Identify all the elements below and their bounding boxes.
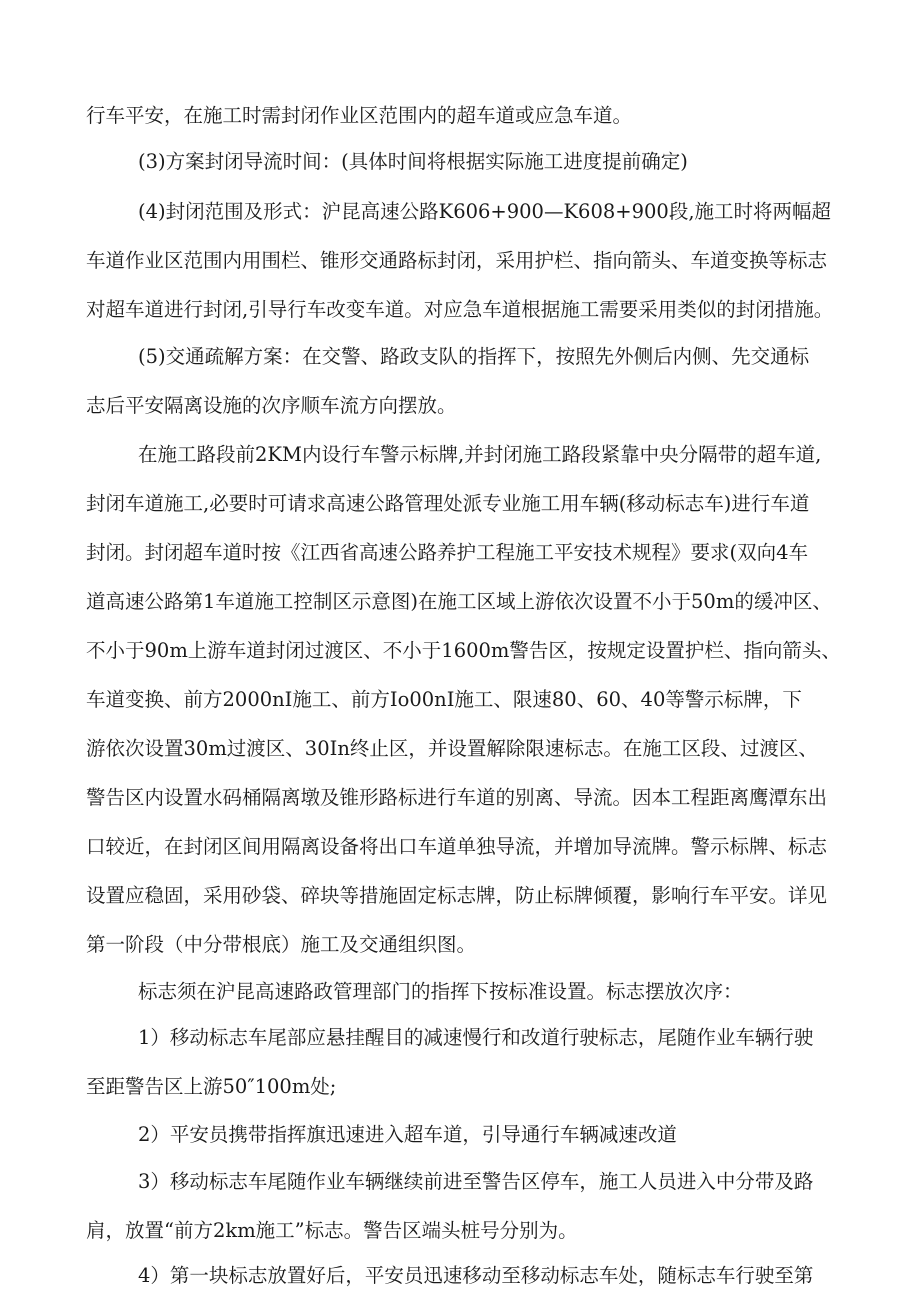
text-line: 警告区内设置水码桶隔离墩及锥形路标进行车道的别离、导流。因本工程距离鹰潭东出 bbox=[86, 786, 828, 809]
text-line: 车道变换、前方2000nI施工、前方Io00nI施工、限速80、60、40等警示标牌，下 bbox=[86, 688, 802, 711]
text-line: 至距警告区上游50″100m处; bbox=[86, 1075, 337, 1098]
text-line: 在施工路段前2KM内设行车警示标牌,并封闭施工路段紧靠中央分隔带的超车道, bbox=[138, 443, 822, 466]
paragraph-5 bbox=[86, 430, 842, 969]
text-line: (5)交通疏解方案：在交警、路政支队的指挥下，按照先外侧后内侧、先交通标 bbox=[138, 345, 810, 368]
text-line: 口较近，在封闭区间用隔离设备将出口车道单独导流，并增加导流牌。警示标牌、标志 bbox=[86, 835, 828, 858]
text-line: 肩，放置“前方2km施工”标志。警告区端头桩号分别为。 bbox=[86, 1219, 578, 1242]
text-line: 游依次设置30m过渡区、30In终止区，并设置解除限速标志。在施工区段、过渡区、 bbox=[86, 737, 818, 760]
paragraph-4 bbox=[86, 332, 842, 430]
text-line: 志后平安隔离设施的次序顺车流方向摆放。 bbox=[86, 394, 457, 417]
text-line: (4)封闭范围及形式：沪昆高速公路K606+900—K608+900段,施工时将两幅超 bbox=[138, 200, 832, 223]
text-line: 封闭。封闭超车道时按《江西省高速公路养护工程施工平安技术规程》要求(双向4车 bbox=[86, 541, 809, 564]
paragraph-2 bbox=[86, 137, 842, 186]
text-line: 对超车道进行封闭,引导行车改变车道。对应急车道根据施工需要采用类似的封闭措施。 bbox=[86, 298, 834, 321]
paragraph-10 bbox=[86, 1251, 842, 1300]
text-line: 4）第一块标志放置好后，平安员迅速移动至移动标志车处，随标志车行驶至第 bbox=[138, 1264, 814, 1287]
text-line: 行车平安，在施工时需封闭作业区范围内的超车道或应急车道。 bbox=[86, 104, 633, 127]
paragraph-7 bbox=[86, 1013, 842, 1111]
paragraph-1 bbox=[86, 91, 842, 140]
text-line: (3)方案封闭导流时间：(具体时间将根据实际施工进度提前确定) bbox=[138, 150, 688, 173]
text-line: 不小于90m上游车道封闭过渡区、不小于1600m警告区，按规定设置护栏、指向箭头、 bbox=[86, 639, 841, 662]
text-line: 车道作业区范围内用围栏、锥形交通路标封闭，采用护栏、指向箭头、车道变换等标志 bbox=[86, 249, 828, 272]
text-line: 第一阶段（中分带根底）施工及交通组织图。 bbox=[86, 933, 477, 956]
paragraph-3 bbox=[86, 187, 842, 334]
text-line: 3）移动标志车尾随作业车辆继续前进至警告区停车，施工人员进入中分带及路 bbox=[138, 1170, 814, 1193]
text-line: 道高速公路第1车道施工控制区示意图)在施工区域上游依次设置不小于50m的缓冲区、 bbox=[86, 590, 832, 613]
text-line: 1）移动标志车尾部应悬挂醒目的减速慢行和改道行驶标志，尾随作业车辆行驶 bbox=[138, 1026, 814, 1049]
text-line: 标志须在沪昆高速路政管理部门的指挥下按标准设置。标志摆放次序： bbox=[138, 980, 743, 1003]
paragraph-9 bbox=[86, 1157, 842, 1255]
paragraph-8 bbox=[86, 1110, 842, 1159]
text-line: 封闭车道施工,必要时可请求高速公路管理处派专业施工用车辆(移动标志车)进行车道 bbox=[86, 492, 810, 515]
paragraph-6 bbox=[86, 967, 842, 1016]
text-line: 2）平安员携带指挥旗迅速进入超车道，引导通行车辆减速改道 bbox=[138, 1123, 677, 1146]
text-line: 设置应稳固，采用砂袋、碎块等措施固定标志牌，防止标牌倾覆，影响行车平安。详见 bbox=[86, 884, 828, 907]
